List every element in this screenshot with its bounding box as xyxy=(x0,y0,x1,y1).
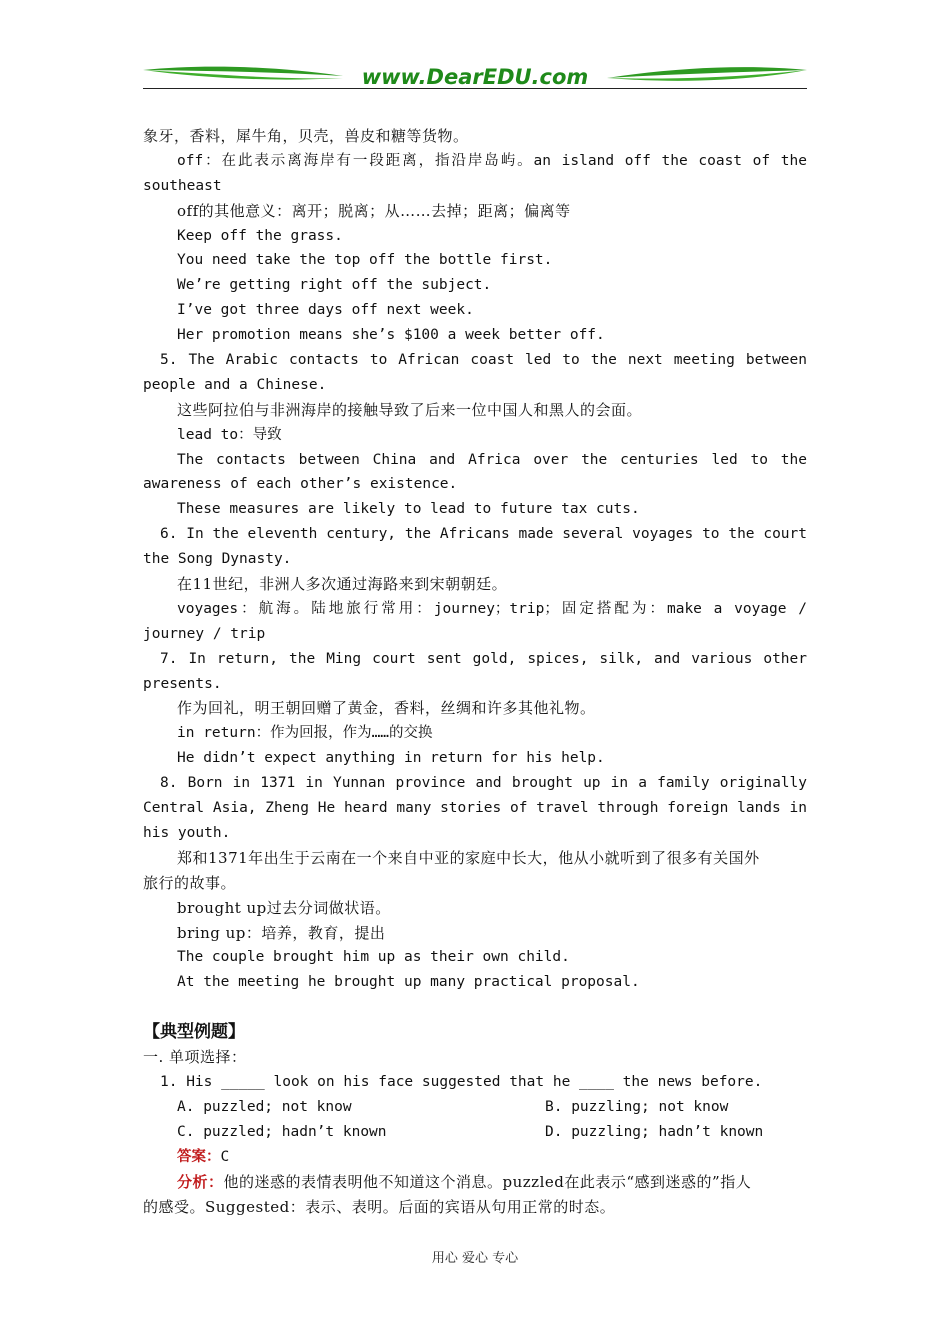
text-line: 这些阿拉伯与非洲海岸的接触导致了后来一位中国人和黑人的会面。 xyxy=(177,400,643,419)
text-line: journey / trip xyxy=(143,625,266,642)
text-line: At the meeting he brought up many practical proposal. xyxy=(177,974,640,991)
text-line: brought up过去分词做状语。 xyxy=(177,898,391,917)
text-line: 7. In return, the Ming court sent gold, spices, silk, and various other xyxy=(160,650,807,667)
text-line: You need take the top off the bottle first. xyxy=(177,252,553,269)
options-row xyxy=(143,1120,807,1145)
text-line: southeast xyxy=(143,177,222,194)
text-line: 8. Born in 1371 in Yunnan province and brought up in a family originally xyxy=(160,775,807,792)
text-line: Keep off the grass. xyxy=(177,227,343,244)
text-line: 象牙，香料，犀牛角，贝壳，兽皮和糖等货物。 xyxy=(143,127,469,145)
text-line: 在11世纪，非洲人多次通过海路来到宋朝朝廷。 xyxy=(177,575,508,594)
text-line: off：在此表示离海岸有一段距离，指沿岸岛屿。an island off the coast of the xyxy=(177,152,807,169)
options-row xyxy=(143,1095,807,1120)
text-line: lead to：导致 xyxy=(177,426,282,443)
text-line: the Song Dynasty. xyxy=(143,551,292,568)
option-d: D. puzzling; hadn’t known xyxy=(545,1123,764,1140)
section-subheading: 一. 单项选择： xyxy=(143,1048,247,1067)
text-line: 旅行的故事。 xyxy=(143,873,237,892)
option-a: A. puzzled; not know xyxy=(177,1098,352,1115)
text-line: 郑和1371年出生于云南在一个来自中亚的家庭中长大，他从小就听到了很多有关国外 xyxy=(177,848,760,867)
text-line: Central Asia, Zheng He heard many stories of travel through foreign lands in xyxy=(143,800,807,817)
analysis-line-continued: 的感受。Suggested：表示、表明。后面的宾语从句用正常的时态。 xyxy=(143,1197,616,1216)
text-line: in return：作为回报，作为……的交换 xyxy=(177,725,433,742)
text-line: bring up：培养，教育，提出 xyxy=(177,923,386,942)
site-logo[interactable]: www.DearEDU.com xyxy=(361,65,589,89)
text-line: 6. In the eleventh century, the Africans made several voyages to the court xyxy=(160,526,807,543)
text-line: I’ve got three days off next week. xyxy=(177,302,474,319)
text-line: These measures are likely to lead to future tax cuts. xyxy=(177,501,640,518)
answer-value: C xyxy=(220,1148,230,1165)
text-line: awareness of each other’s existence. xyxy=(143,476,458,493)
text-line: He didn’t expect anything in return for his help. xyxy=(177,750,605,767)
text-line: presents. xyxy=(143,675,222,692)
text-line: off的其他意义：离开；脱离；从……去掉；距离；偏离等 xyxy=(177,201,571,220)
option-c: C. puzzled; hadn’t known xyxy=(177,1123,387,1140)
option-b: B. puzzling; not know xyxy=(545,1098,729,1115)
page-footer: 用心 爱心 专心 xyxy=(431,1251,519,1266)
answer-label: 答案： xyxy=(177,1148,221,1165)
header-rule xyxy=(143,88,807,89)
text-line: The contacts between China and Africa over the centuries led to the xyxy=(177,451,807,468)
text-line: people and a Chinese. xyxy=(143,376,327,393)
analysis-line xyxy=(143,1170,807,1195)
text-line: We’re getting right off the subject. xyxy=(177,277,492,294)
analysis-text: 他的迷惑的表情表明他不知道这个消息。puzzled在此表示“感到迷惑的”指人 xyxy=(223,1172,752,1191)
text-line: his youth. xyxy=(143,824,231,841)
question-text: 1. His _____ look on his face suggested that he ____ the news before. xyxy=(160,1074,763,1091)
answer-line xyxy=(143,1145,807,1170)
document-body xyxy=(143,124,807,1219)
analysis-label: 分析： xyxy=(177,1172,224,1191)
text-line: 5. The Arabic contacts to African coast led to the next meeting between xyxy=(160,352,807,369)
text-line: The couple brought him up as their own child. xyxy=(177,949,570,966)
text-line: Her promotion means she’s $100 a week better off. xyxy=(177,327,605,344)
text-line: 作为回礼，明王朝回赠了黄金，香料，丝绸和许多其他礼物。 xyxy=(177,699,596,718)
section-heading: 【典型例题】 xyxy=(143,1022,245,1043)
text-line: voyages：航海。陆地旅行常用：journey；trip；固定搭配为：make a voyage / xyxy=(177,600,807,617)
